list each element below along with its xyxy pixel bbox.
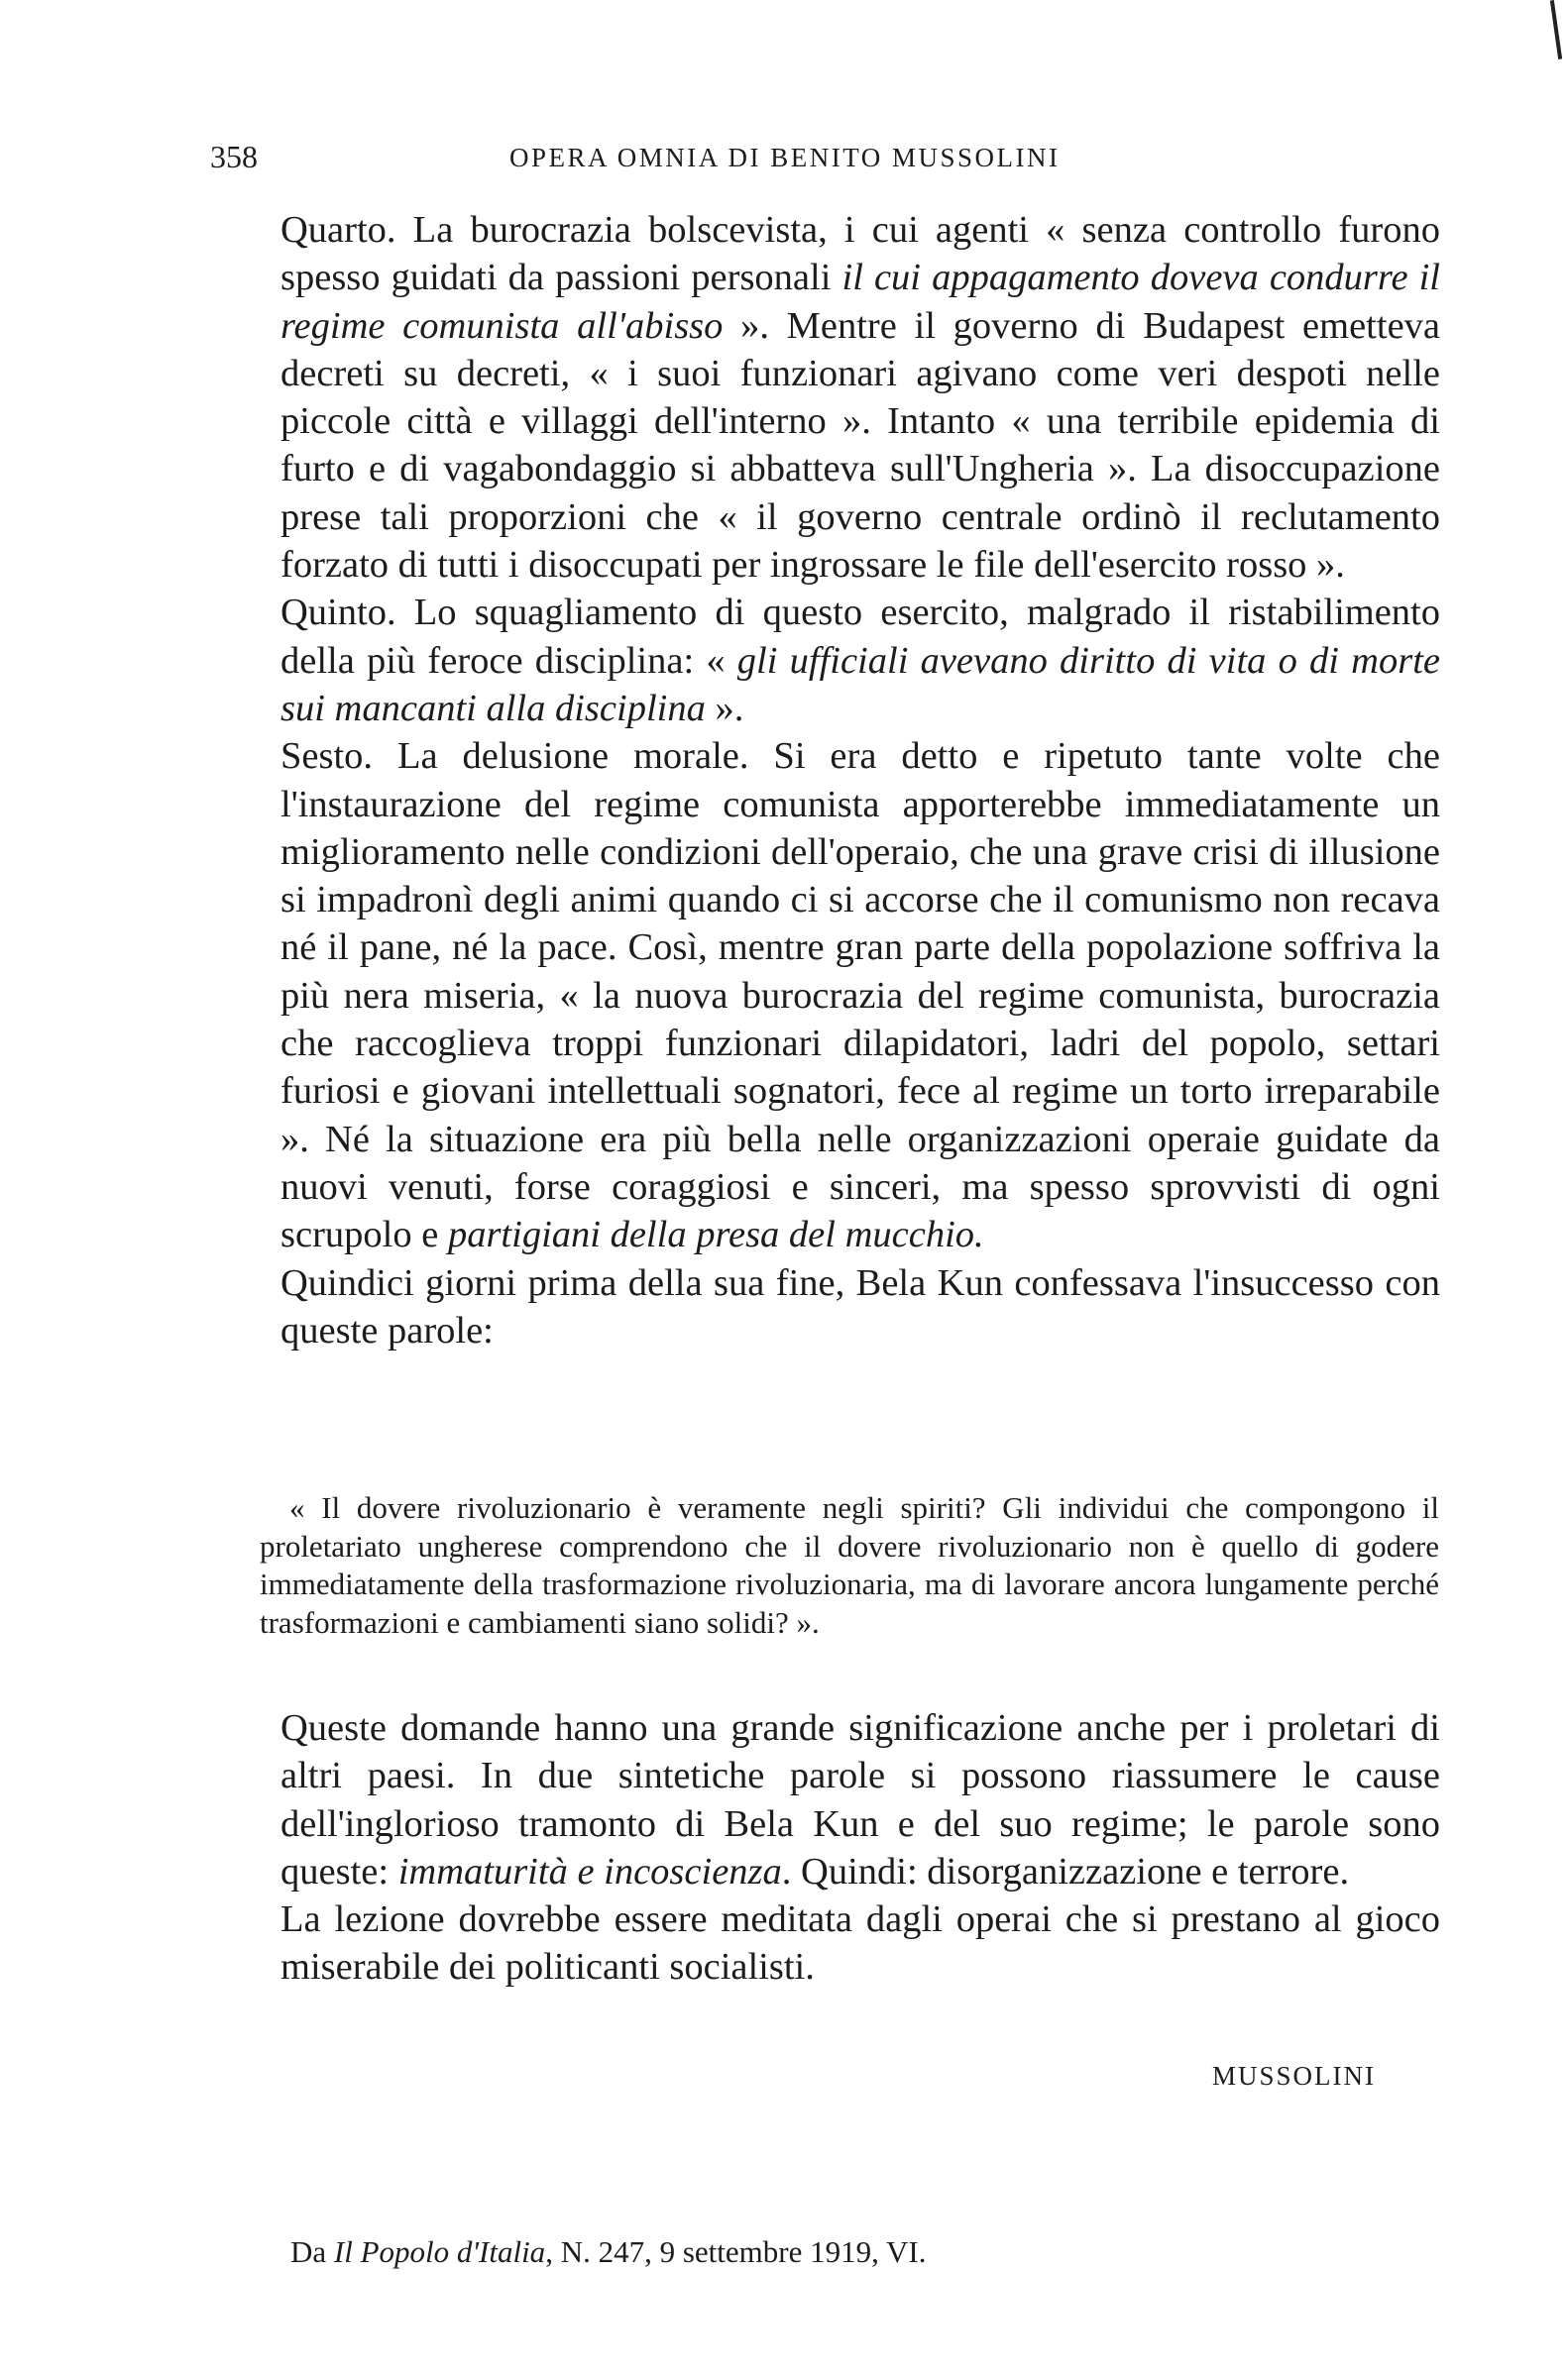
italic-run-1: il cui appagamento doveva condurre il regime comunista all'abisso (280, 257, 1441, 347)
paragraph-quarto (280, 206, 1440, 589)
text-run-0: Quinto. Lo squagliamento di questo esercito, malgrado il ristabilimento della più feroce disciplina: « (280, 592, 1440, 682)
quote-text: « Il dovere rivoluzionario è veramente negli spiriti? Gli individui che compongono il proletariato ungherese comprendono che il dovere rivoluzionario non è quello di godere immediatamente della trasformazione rivoluzionaria, ma di lavorare ancora lungamente perché trasformazioni e cambiamenti siano solidi? ». (260, 1490, 1439, 1640)
running-title: OPERA OMNIA DI BENITO MUSSOLINI (509, 143, 1061, 172)
text-run-0: Sesto. La delusione morale. Si era detto e ripetuto tante volte che l'instaurazione del regime comunista apporterebbe immediatamente un miglioramento nelle condizioni dell'operaio, che una grave crisi di illusione si impadronì degli animi quando ci si accorse che il comunismo non recava né il pane, né la pace. Così, mentre gran parte della popolazione soffriva la più nera miseria, « la nuova burocrazia del regime comunista, burocrazia che raccoglieva troppi funzionari dilapidatori, ladri del popolo, settari furiosi e giovani intellettuali sognatori, fece al regime un torto irreparabile ». Né la situazione era più bella nelle organizzazioni operaie guidate da nuovi venuti, forse coraggiosi e sinceri, ma spesso sprovvisti di ogni scrupolo e (280, 735, 1440, 1256)
paragraph-lezione (280, 1895, 1440, 1992)
scan-artifact (1550, 0, 1562, 59)
author-signature: MUSSOLINI (1211, 2061, 1376, 2091)
text-run-2: ». Mentre il governo di Budapest emetteva decreti su decreti, « i suoi funzionari agivano come veri despoti nelle piccole città e villaggi dell'interno ». Intanto « una terribile epidemia di furto e di vagabondaggio si abbatteva sull'Ungheria ». La disoccupazione prese tali proporzioni che « il governo centrale ordinò il reclutamento forzato di tutti i disoccupati per ingrossare le file dell'esercito rosso ». (280, 304, 1440, 587)
text-run-0: Quarto. La burocrazia bolscevista, i cui agenti « senza controllo furono spesso guidati da passioni personali (280, 209, 1440, 299)
main-text (280, 206, 1440, 1354)
text-run-0: Da (290, 2234, 334, 2269)
paragraph-quinto (280, 589, 1440, 732)
page-header (210, 139, 1380, 178)
italic-run-1: immaturità e incoscienza (397, 1850, 782, 1893)
text-run-2: ». (705, 687, 744, 729)
text-run-0: Queste domande hanno una grande significazione anche per i proletari di altri paesi. In due sintetiche parole si possono riassumere le cause dell'inglorioso tramonto di Bela Kun e del suo regime; le parole sono queste: (280, 1707, 1440, 1893)
text-run-0: Quindici giorni prima della sua fine, Bela Kun confessava l'insuccesso con queste parole: (280, 1261, 1440, 1352)
paragraph-queste (280, 1704, 1440, 1895)
block-quote (260, 1489, 1439, 1642)
main-text-continued (280, 1704, 1440, 1992)
paragraph-sesto (280, 732, 1440, 1258)
source-citation (290, 2234, 926, 2270)
italic-run-1: Il Popolo d'Italia (333, 2234, 546, 2269)
italic-run-1: gli ufficiali avevano diritto di vita o di morte sui mancanti alla disciplina (280, 639, 1440, 729)
text-run-2: . Quindi: disorganizzazione e terrore. (781, 1850, 1350, 1893)
paragraph-quindici (280, 1259, 1440, 1355)
text-run-0: La lezione dovrebbe essere meditata dagli operai che si prestano al gioco miserabile dei politicanti socialisti. (280, 1898, 1440, 1989)
page-number: 358 (210, 139, 258, 174)
italic-run-1: partigiani della presa del mucchio. (447, 1214, 984, 1256)
text-run-2: , N. 247, 9 settembre 1919, VI. (545, 2234, 927, 2269)
